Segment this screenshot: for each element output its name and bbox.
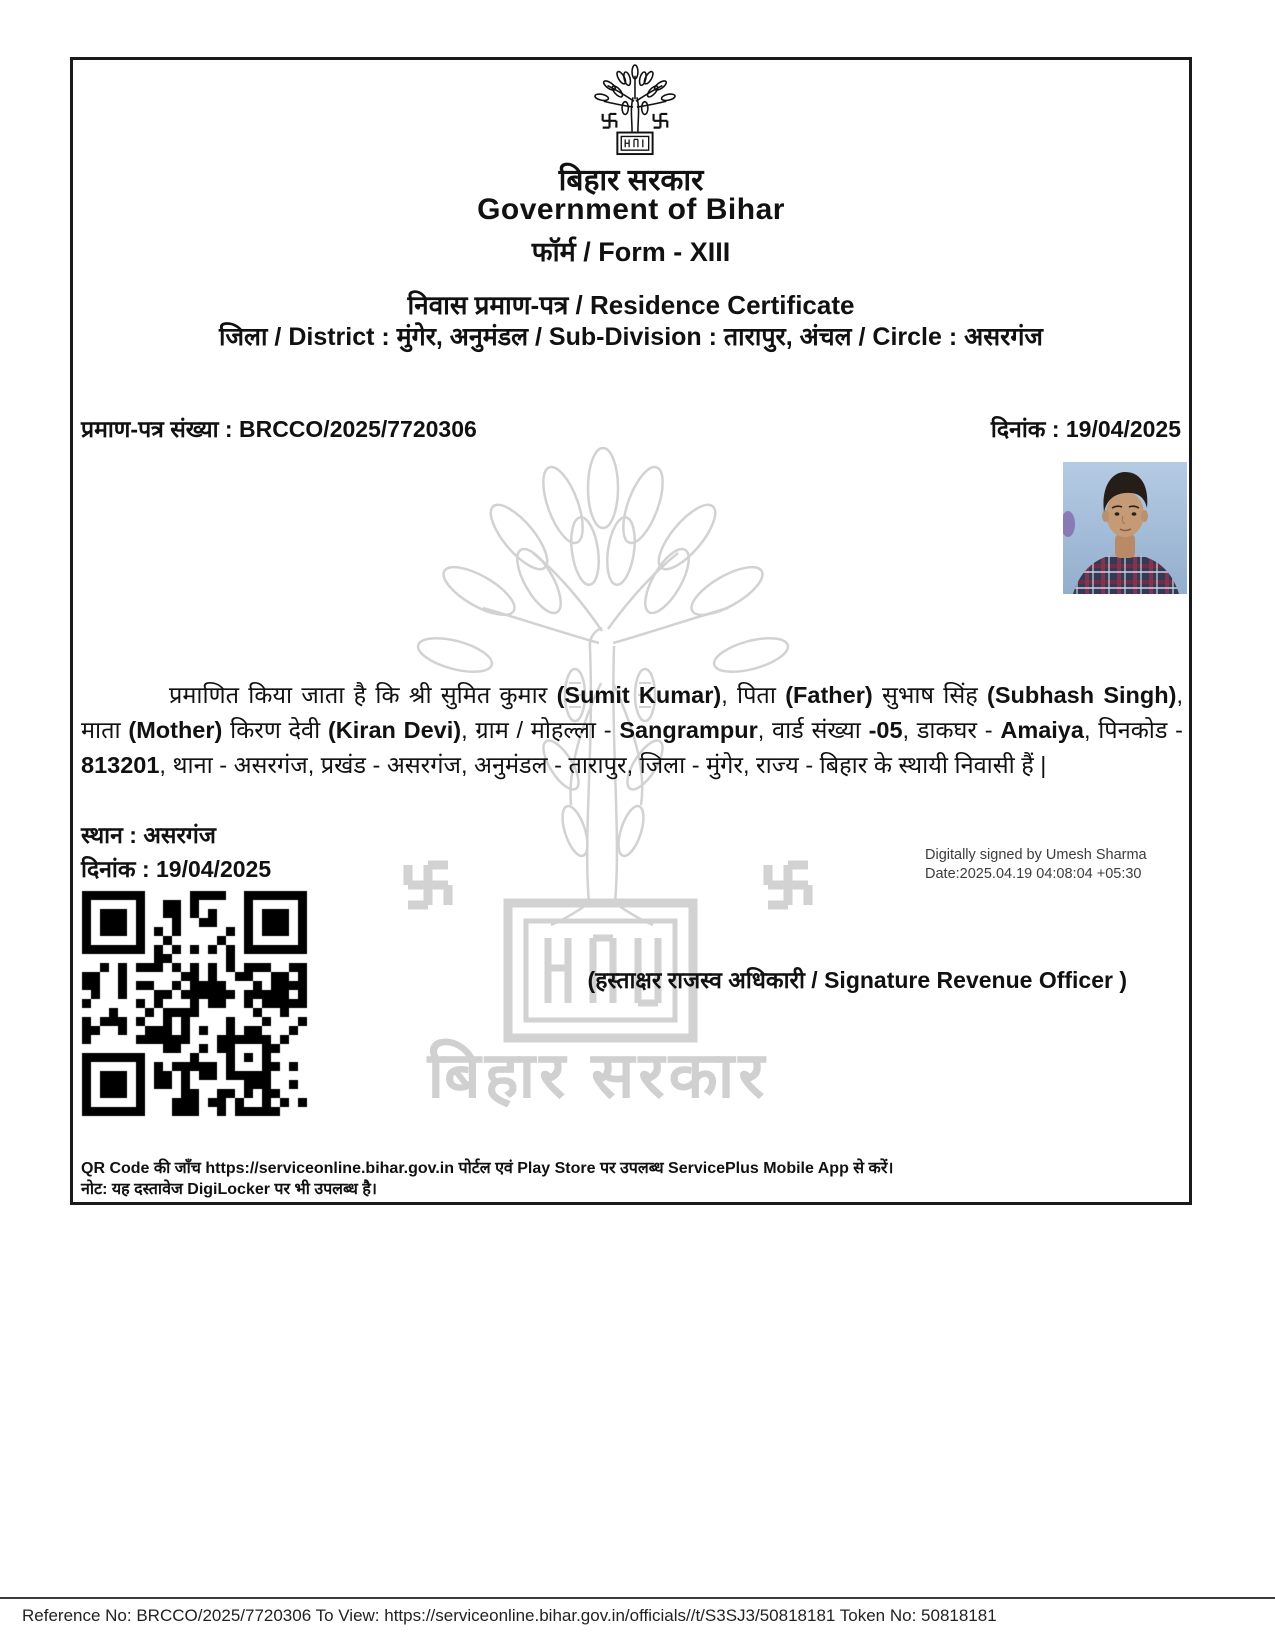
government-title-hindi: बिहार सरकार <box>558 164 704 197</box>
emblem-plaque-icon <box>617 133 652 155</box>
watermark-text: बिहार सरकार <box>427 1039 769 1111</box>
emblem-swastika-right-icon <box>654 114 668 128</box>
form-number-line: फॉर्म / Form - XIII <box>531 237 731 267</box>
issue-date: दिनांक : 19/04/2025 <box>81 856 272 882</box>
applicant-photo <box>1063 462 1187 594</box>
reference-line: Reference No: BRCCO/2025/7720306 To View: https://serviceonline.bihar.gov.in/officials//t/S3SJ3/50818181 Token No: 50818181 <box>22 1606 997 1625</box>
digital-signature-line2: Date:2025.04.19 04:08:04 +05:30 <box>925 866 1142 882</box>
government-title-english: Government of Bihar <box>477 193 785 226</box>
swastika-left-icon <box>408 865 448 905</box>
digital-signature-line1: Digitally signed by Umesh Sharma <box>925 847 1147 863</box>
qr-code <box>81 890 309 1118</box>
district-subdivision-circle-line: जिला / District : मुंगेर, अनुमंडल / Sub-Division : तारापुर, अंचल / Circle : असरगंज <box>219 323 1043 351</box>
certificate-body-text: प्रमाणित किया जाता है कि श्री सुमित कुमार (Sumit Kumar), पिता (Father) सुभाष सिंह (Subhash Singh), माता (Mother) किरण देवी (Kiran Devi), ग्राम / मोहल्ला - Sangrampur, वार्ड संख्या -05, डाकघर - Amaiya, पिनकोड - 813201, थाना - असरगंज, प्रखंड - असरगंज, अनुमंडल - तारापुर, जिला - मुंगेर, राज्य - बिहार के स्थायी निवासी हैं | <box>81 682 1183 778</box>
certificate-date: दिनांक : 19/04/2025 <box>990 416 1181 442</box>
qr-note-line2: नोट: यह दस्तावेज DigiLocker पर भी उपलब्ध है। <box>81 1181 377 1198</box>
emblem-swastika-left-icon <box>603 114 617 128</box>
reference-divider <box>0 1597 1275 1599</box>
certificate-title: निवास प्रमाण-पत्र / Residence Certificate <box>407 290 855 320</box>
certificate-border <box>70 57 1192 1205</box>
revenue-officer-signature-label: (हस्ताक्षर राजस्व अधिकारी / Signature Revenue Officer ) <box>587 967 1127 993</box>
certificate-meta-row <box>81 412 1181 444</box>
bihar-emblem-icon <box>559 64 709 157</box>
qr-verification-note <box>81 1158 893 1200</box>
issue-place: स्थान : असरगंज <box>81 822 216 848</box>
digital-signature-text <box>925 846 1147 884</box>
qr-note-line1: QR Code की जाँच https://serviceonline.bihar.gov.in पोर्टल एवं Play Store पर उपलब्ध ServicePlus Mobile App से करें। <box>81 1160 894 1177</box>
swastika-right-icon <box>768 865 808 905</box>
certificate-number: प्रमाण-पत्र संख्या : BRCCO/2025/7720306 <box>81 416 477 442</box>
